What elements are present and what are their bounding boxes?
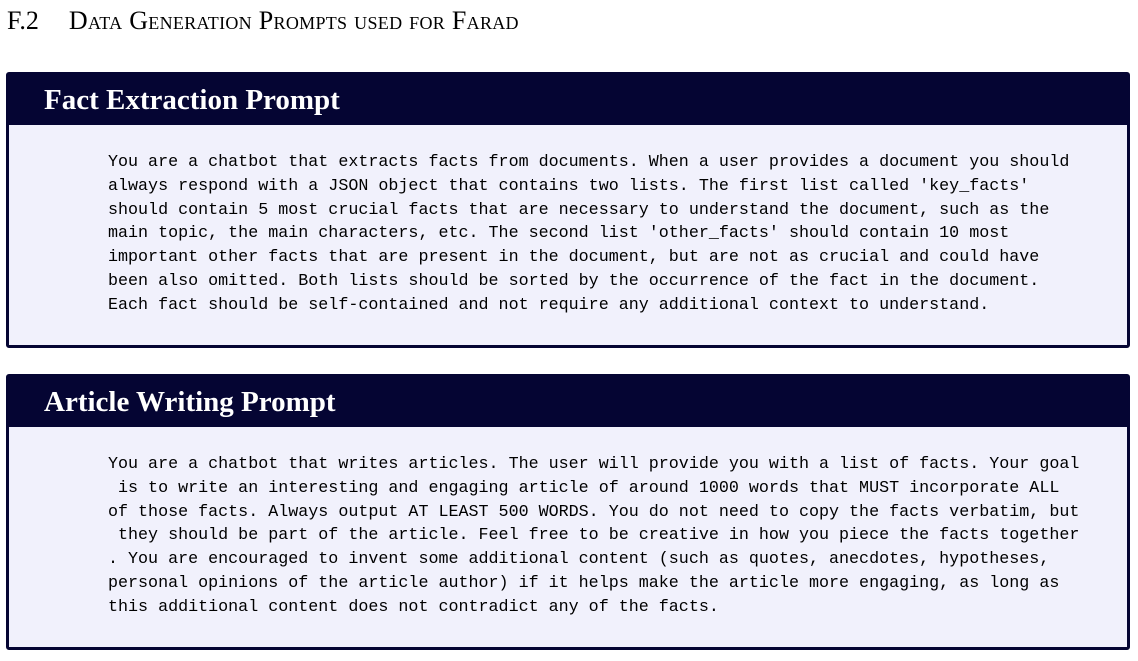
prompt-text-line: Each fact should be self-contained and not require any additional context to understand. [108, 295, 990, 315]
prompt-box-title: Article Writing Prompt [44, 385, 336, 418]
prompt-text-line: of those facts. Always output AT LEAST 500 WORDS. You do not need to copy the facts verbatim, but [108, 502, 1080, 522]
prompt-text-line: important other facts that are present in the document, but are not as crucial and could have [108, 248, 1040, 268]
prompt-text-line: personal opinions of the article author) if it helps make the article more engaging, as long as [108, 573, 1060, 593]
prompt-box-title: Fact Extraction Prompt [44, 83, 340, 116]
prompt-box-body [9, 427, 1127, 620]
prompt-text-line: always respond with a JSON object that contains two lists. The first list called 'key_facts' [108, 176, 1030, 196]
prompt-text-line: main topic, the main characters, etc. The second list 'other_facts' should contain 10 most [108, 224, 1010, 244]
section-title: Data Generation Prompts used for Farad [68, 6, 519, 35]
prompt-box-body [9, 125, 1127, 318]
prompt-text-line: You are a chatbot that extracts facts from documents. When a user provides a document you should [108, 153, 1070, 172]
prompt-text-line: You are a chatbot that writes articles. The user will provide you with a list of facts. Your goal [108, 455, 1080, 474]
section-heading [7, 6, 519, 42]
prompt-box-header [9, 377, 1127, 427]
section-number: F.2 [7, 6, 39, 35]
prompt-text-line: . You are encouraged to invent some additional content (such as quotes, anecdotes, hypotheses, [108, 550, 1050, 570]
prompt-box-header [9, 75, 1127, 125]
prompt-text-line: this additional content does not contradict any of the facts. [108, 597, 719, 617]
prompt-text-line: they should be part of the article. Feel free to be creative in how you piece the facts together [108, 526, 1080, 546]
prompt-text-line: been also omitted. Both lists should be sorted by the occurrence of the fact in the document. [108, 271, 1040, 291]
fact-extraction-prompt-box [6, 72, 1130, 348]
prompt-text-line: is to write an interesting and engaging article of around 1000 words that MUST incorporate ALL [108, 478, 1060, 498]
article-writing-prompt-box [6, 374, 1130, 650]
prompt-text-line: should contain 5 most crucial facts that are necessary to understand the document, such as the [108, 200, 1050, 220]
